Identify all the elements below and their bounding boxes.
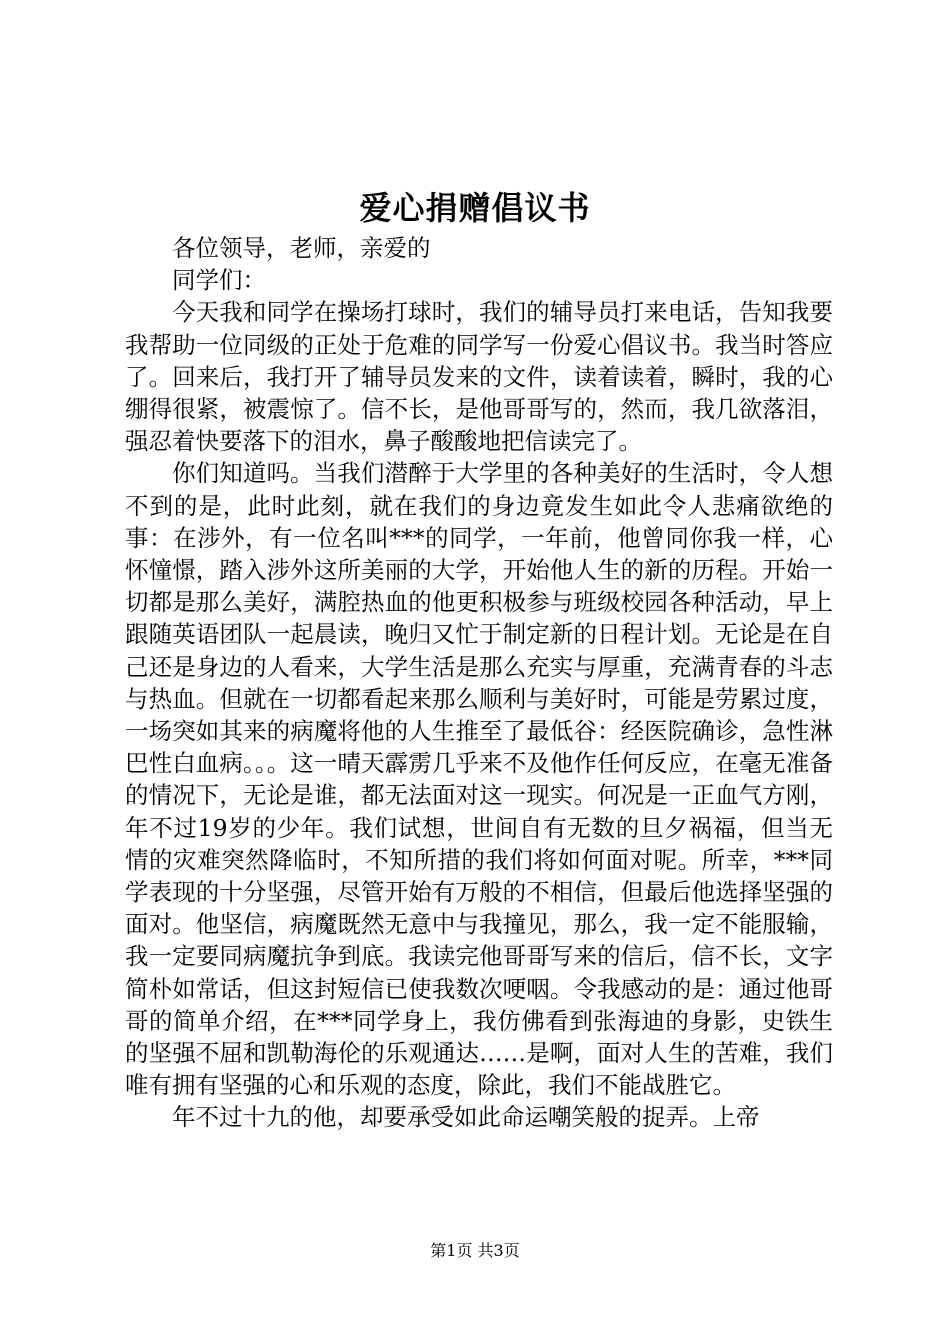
body-paragraph-1: 今天我和同学在操场打球时，我们的辅导员打来电话，告知我要我帮助一位同级的正处于危难的同学写一份爱心倡议书。我当时答应了。回来后，我打开了辅导员发来的文件，读着读着，瞬时，我的心绷得很紧，被震惊了。信不长，是他哥哥写的，然而，我几欲落泪，强忍着快要落下的泪水，鼻子酸酸地把信读完了。	[125, 298, 833, 456]
body-paragraph-3: 年不过十九的他，却要承受如此命运嘲笑般的捉弄。上帝	[172, 1103, 760, 1132]
document-body	[125, 232, 833, 1134]
body-paragraph-2: 你们知道吗。当我们潜醉于大学里的各种美好的生活时，令人想不到的是，此时此刻，就在我们的身边竟发生如此令人悲痛欲绝的事：在涉外，有一位名叫***的同学，一年前，他曾同你我一样，心怀憧憬，踏入涉外这所美丽的大学，开始他人生的新的历程。开始一切都是那么美好，满腔热血的他更积极参与班级校园各种活动，早上跟随英语团队一起晨读，晚归又忙于制定新的日程计划。无论是在自己还是身边的人看来，大学生活是那么充实与厚重，充满青春的斗志与热血。但就在一切都看起来那么顺利与美好时，可能是劳累过度，一场突如其来的病魔将他的人生推至了最低谷：经医院确诊，急性淋巴性白血病。。。这一晴天霹雳几乎来不及他作任何反应，在毫无准备的情况下，无论是谁，都无法面对这一现实。何况是一正血气方刚，年不过19岁的少年。我们试想，世间自有无数的旦夕祸福，但当无情的灾难突然降临时，不知所措的我们将如何面对呢。所幸，***同学表现的十分坚强，尽管开始有万般的不相信，但最后他选择坚强的面对。他坚信，病魔既然无意中与我撞见，那么，我一定不能服输，我一定要同病魔抗争到底。我读完他哥哥写来的信后，信不长，文字简朴如常话，但这封短信已使我数次哽咽。令我感动的是：通过他哥哥的简单介绍，在***同学身上，我仿佛看到张海迪的身影，史铁生的坚强不屈和凯勒海伦的乐观通达……是啊，面对人生的苦难，我们唯有拥有坚强的心和乐观的态度，除此，我们不能战胜它。	[125, 459, 833, 1100]
page-footer: 第1页 共3页	[430, 1241, 520, 1260]
salutation-line-2: 同学们：	[172, 266, 266, 295]
salutation-line-1: 各位领导，老师，亲爱的	[172, 234, 431, 262]
document-title: 爱心捐赠倡议书	[359, 189, 591, 227]
